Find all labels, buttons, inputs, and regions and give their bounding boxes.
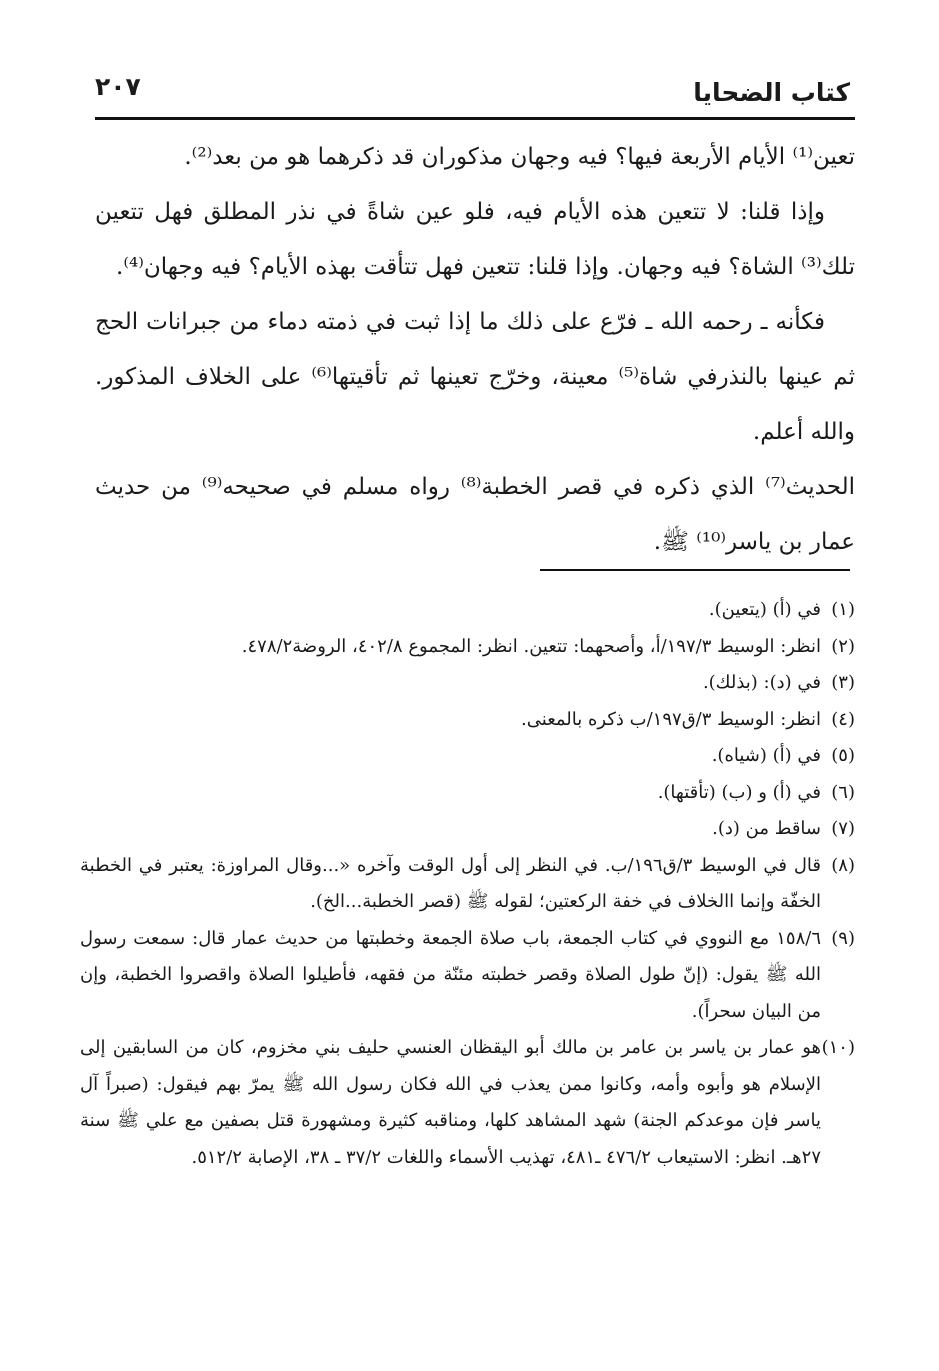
footnote: [80, 592, 855, 629]
footnote-text: في (أ) (يتعين).: [708, 599, 821, 620]
footnote-number: (١٠): [821, 1037, 855, 1058]
footnote-number: (٨): [831, 854, 855, 876]
footnote-text: قال في الوسيط ٣/ق١٩٦/ب. في النظر إلى أول الوقت وآخره «...وقال المراوزة: يعتبر في الخطبة الخفّة وإنما االخلاف في خفة الركعتين؛ لقوله ﷺ (قصر الخطبة...الخ).: [80, 854, 821, 912]
footnotes: [80, 592, 855, 1176]
footnote-number: (٣): [831, 672, 855, 693]
footnote-number: (٤): [831, 708, 855, 730]
footnote: [80, 702, 855, 739]
footnote-text: ساقط من (د).: [712, 818, 821, 839]
footnote-text: ١٥٨/٦ مع النووي في كتاب الجمعة، باب صلاة الجمعة وخطبتها من حديث عمار قال: سمعت رسول الله ﷺ يقول: (إنّ طول الصلاة وقصر خطبته مئنّة من فقهه، فأطيلوا الصلاة واقصروا الخطبة، وإن من البيان سحراً).: [80, 927, 821, 1022]
footnote-text: في (أ) و (ب) (تأقتها).: [657, 781, 821, 803]
footnote-number: (٥): [831, 745, 855, 766]
footnote-number: (٢): [831, 635, 855, 657]
running-title: كتاب الضحايا: [693, 78, 850, 107]
footnote: [80, 775, 855, 812]
footnote: [80, 738, 855, 775]
body-paragraph: الحديث⁽⁷⁾ الذي ذكره في قصر الخطبة⁽⁸⁾ رواه مسلم في صحيحه⁽⁹⁾ من حديث عمار بن ياسر⁽¹⁰⁾ ﷺ.: [95, 474, 855, 555]
footnote-number: (٩): [831, 927, 855, 949]
body-paragraph: تعين⁽¹⁾ الأيام الأربعة فيها؟ فيه وجهان مذكوران قد ذكرهما هو من بعد⁽²⁾.: [184, 144, 855, 170]
page-header: [95, 64, 850, 114]
body-paragraph: فكأنه ـ رحمه الله ـ فرّع على ذلك ما إذا ثبت في ذمته دماء من جبرانات الحج ثم عينها بالنذرفي شاة⁽⁵⁾ معينة، وخرّج تعينها ثم تأقيتها⁽⁶⁾ على الخلاف المذكور. والله أعلم.: [95, 309, 855, 445]
footnote-text: في (د): (بذلك).: [702, 672, 821, 693]
footnote: [80, 848, 855, 921]
footnote-text: في (أ) (شياه).: [711, 745, 821, 766]
footnote-separator: [540, 569, 850, 571]
footnote: [80, 629, 855, 666]
main-text: [95, 130, 855, 570]
footnote-text: انظر: الوسيط ١٩٧/٣/أ، وأصحهما: تتعين. انظر: المجموع ٤٠٢/٨، الروضة٤٧٨/٢.: [241, 635, 821, 657]
footnote-number: (٧): [831, 818, 855, 839]
footnote-text: انظر: الوسيط ٣/ق١٩٧/ب ذكره بالمعنى.: [521, 708, 821, 730]
footnote-number: (١): [831, 599, 855, 620]
footnote: [80, 665, 855, 702]
footnote-text: هو عمار بن ياسر بن عامر بن مالك أبو اليقظان العنسي حليف بني مخزوم، كان من السابقين إلى الإسلام هو وأبوه وأمه، وكانوا ممن يعذب في الله فكان رسول الله ﷺ يمرّ بهم فيقول: (صبراً آل ياسر فإن موعدكم الجنة) شهد المشاهد كلها، ومناقبه كثيرة ومشهورة قتل بصفين مع علي ﷺ سنة ٢٧هـ. انظر: الاستيعاب ٤٧٦/٢ ـ٤٨١، تهذيب الأسماء واللغات ٣٧/٢ ـ ٣٨، الإصابة ٥١٢/٢.: [80, 1037, 821, 1168]
body-paragraph: وإذا قلنا: لا تتعين هذه الأيام فيه، فلو عين شاةً في نذر المطلق فهل تتعين تلك⁽³⁾ الشاة؟ فيه وجهان. وإذا قلنا: تتعين فهل تتأقت بهذه الأيام؟ فيه وجهان⁽⁴⁾.: [95, 199, 855, 280]
page-number: ٢٠٧: [95, 72, 141, 101]
header-rule: [95, 117, 855, 120]
footnote: [80, 921, 855, 1031]
footnote: [80, 1030, 855, 1176]
footnote: [80, 811, 855, 848]
footnote-number: (٦): [831, 781, 855, 803]
